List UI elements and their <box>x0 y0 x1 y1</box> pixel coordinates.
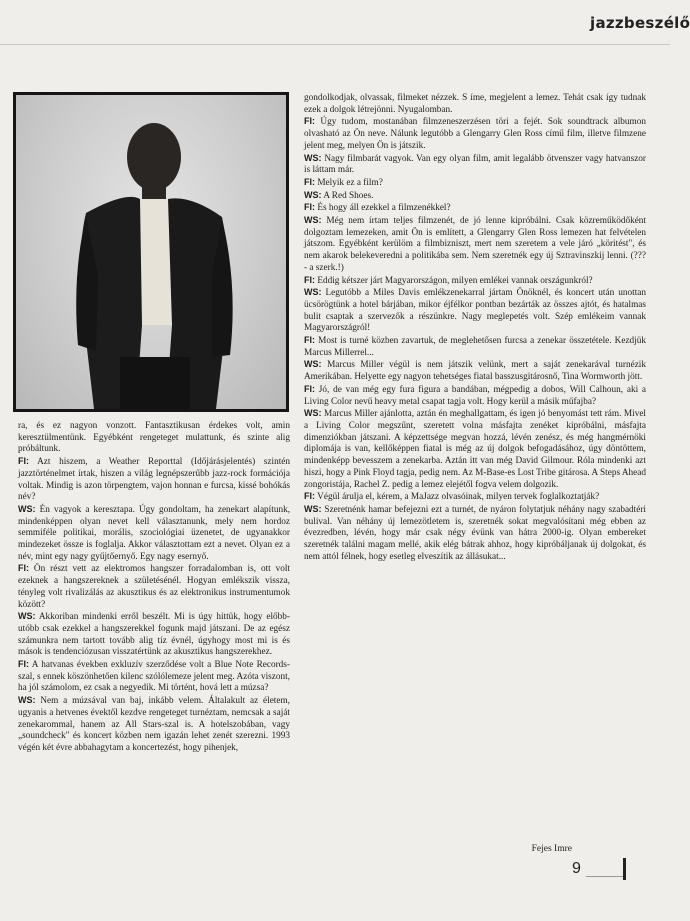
paragraph: WS: Még nem írtam teljes filmzenét, de jó lenne kipróbálni. Csak közreműködőként dolgoztam lemezeken, amit Ön is említett, a Glengarry Glen Ross lemezen hat felvételen játszom. Egyébként kerülöm a filmbizniszt, mert nem szeretem a vele járó „köritést", és nem akarok belekeveredni a politikába sem. Nem szeretnék egy új Sztravinszkij lenni. (??? - a szerk.!) <box>304 215 646 273</box>
portrait-illustration <box>16 95 286 409</box>
paragraph: ra, és ez nagyon vonzott. Fantasztikusan érdekes volt, amin keresztülmentünk. Egyébként rengeteget mulattunk, és szinte alig próbáltunk. <box>18 421 290 455</box>
paragraph: WS: Nem a múzsával van baj, inkább velem. Általakult az életem, ugyanis a hetvenes évektől kezdve rengeteget turnéztam, nemcsak a saját zenekarommal, hanem az All Stars-szal is. A hotelszobában, vagy „soundcheck" és koncert közben nem igazán lehet zenét szerezni. 1993 végén két évre abbahagytam a koncertezést, hogy pihenjek, <box>18 695 290 753</box>
portrait-photo <box>13 92 289 412</box>
paragraph: WS: Nagy filmbarát vagyok. Van egy olyan film, amit legalább ötvenszer vagy hatvanszor is láttam már. <box>304 152 647 176</box>
author-signature: Fejes Imre <box>531 844 572 854</box>
paragraph: FI: Melyik ez a film? <box>304 176 383 188</box>
section-title: jazzbeszélő <box>590 14 690 32</box>
paragraph: FI: Azt hiszem, a Weather Reporttal (Időjárásjelentés) szintén jazztörténelmet írtak, hiszen a világ legnépszerűbb jazz-rock formációja voltak. Mindig is azon törpengtem, vajon honnan e furcsa, kissé bohókás név? <box>18 456 290 503</box>
paragraph: FI: A hatvanas években exkluzív szerződése volt a Blue Note Records-szal, s ennek köszönhetően kilenc szólólemeze jelent meg. Azóta viszont, ha jól számolom, ez csak a negyedik. Mi történt, hová lett a múzsa? <box>18 659 290 694</box>
paragraph: FI: Ön részt vett az elektromos hangszer forradalomban is, ott volt ezeknek a hangszereknek a születésénél. Hogyan emlékszik vissza, tényleg volt rivalizálás az akusztikus és az elektronikus instrumentumok között? <box>18 563 291 610</box>
paragraph: WS: Legutóbb a Miles Davis emlékzenekarral jártam Önöknél, és koncert után unottan ücsörögtünk a hotel bárjában, mikor éjfélkor pontban bezárták az összes ajtót, és hatalmas bulit csaptak a szervezők a részünkre. Nagy meglepetés volt. Szép emlékeim vannak Magyarországról! <box>304 287 646 334</box>
paragraph: WS: Marcus Miller végül is nem játszik velünk, mert a saját zenekarával turnézik Amerikában. Helyette egy nagyon tehetséges fiatal basszusgitárosnő, Tina Wormworth jött. <box>304 359 646 383</box>
paragraph: FI: Végül árulja el, kérem, a MaJazz olvasóinak, milyen tervek foglalkoztatják? <box>304 491 600 503</box>
paragraph: FI: Jó, de van még egy fura figura a bandában, mégpedig a dobos, Will Calhoun, aki a Living Color nevű heavy metal csapat tagja volt. Hogy kerül a másik műfajba? <box>304 383 647 407</box>
paragraph: WS: Szeretnénk hamar befejezni ezt a turnét, de nyáron folytatjuk néhány nagy szabadtéri bulival. Van néhány új lemezötletem is, szeretnék sokat megvalósítani még ebben az évezredben, lévén, hogy már csak négy évünk van hátra 2000-ig. Olyan embereket szeretnék találni magam mellé, akik elég bátrak ahhoz, hogy kipróbáljanak új dolgokat, és nem attól félnek, hogy esetleg elveszítik az állásukat... <box>304 503 646 562</box>
page-number-bar <box>623 858 626 880</box>
paragraph: WS: Akkoriban mindenki erről beszélt. Mi is úgy hittük, hogy előbb-utóbb csak ezekkel a hangszerekkel fogunk majd játszani. De az egész számunkra nem tartott tovább alig tíz évnél, úgyhogy most mi is és mások is tendenciózusan visszatértünk az akusztikus hangszerekhez. <box>18 611 290 658</box>
page-number-rule <box>586 876 624 877</box>
header-rule <box>0 44 670 45</box>
article-column-right <box>304 92 646 563</box>
paragraph: gondolkodjak, olvassak, filmeket nézzek. S íme, megjelent a lemez. Tehát csak így tudnak ezek a dolgok létrejönni. Nyugalomban. <box>304 93 646 115</box>
paragraph: WS: Én vagyok a keresztapa. Úgy gondoltam, ha zenekart alapítunk, mindenképpen olyan nevet kell választanunk, mely nem hordoz semmiféle politikai, morális, szociológiai üzenetet, de ugyanakkor mindezeket össze is foglalja. Akkor választottam ezt a nevet. Olyan ez a név, mint egy nagy gyűjtőernyő. Egy nagy esernyő. <box>18 503 291 562</box>
paragraph: WS: Marcus Miller ajánlotta, aztán én meghallgattam, és igen jó benyomást tett rám. Mivel a Living Color megszűnt, szeretett volna másfajta zenéket kipróbálni, másfajta dimenziókban játszani. A képzettsége megvan hozzá, lévén zenész, és még hangmérnöki diplomája is van, kellőképpen fiatal is még az új dolgok befogadásához, úgy döntöttem, mindenképp bevesszem a zenekarba. Aztán itt van még David Gilmour. Róla mindenki azt hiszi, hogy a Pink Floyd tagja, pedig nem. Az M-Base-es Lost Tribe gitárosa. A Steps Ahead zongoristája, Rachel Z. pedig a lemez elejétől fogva velem dolgozik. <box>304 408 646 490</box>
paragraph: FI: És hogy áll ezekkel a filmzenékkel? <box>304 202 451 214</box>
page-number: 9 <box>572 860 581 877</box>
article-column-left <box>18 420 290 755</box>
paragraph: FI: Úgy tudom, mostanában filmzeneszerzésen töri a fejét. Sok soundtrack albumon olvasható az Ön neve. Nálunk legutóbb a Glengarry Glen Ross című film, illetve filmzene jelent meg, melyen Ön is játszik. <box>304 116 647 151</box>
paragraph: WS: A Red Shoes. <box>304 189 374 201</box>
paragraph: FI: Eddig kétszer járt Magyarországon, milyen emlékei vannak országunkról? <box>304 274 593 286</box>
paragraph: FI: Most is turné közben zavartuk, de meglehetősen furcsa a zenekar összetétele. Kezdjük Marcus Millerrel... <box>304 335 646 358</box>
